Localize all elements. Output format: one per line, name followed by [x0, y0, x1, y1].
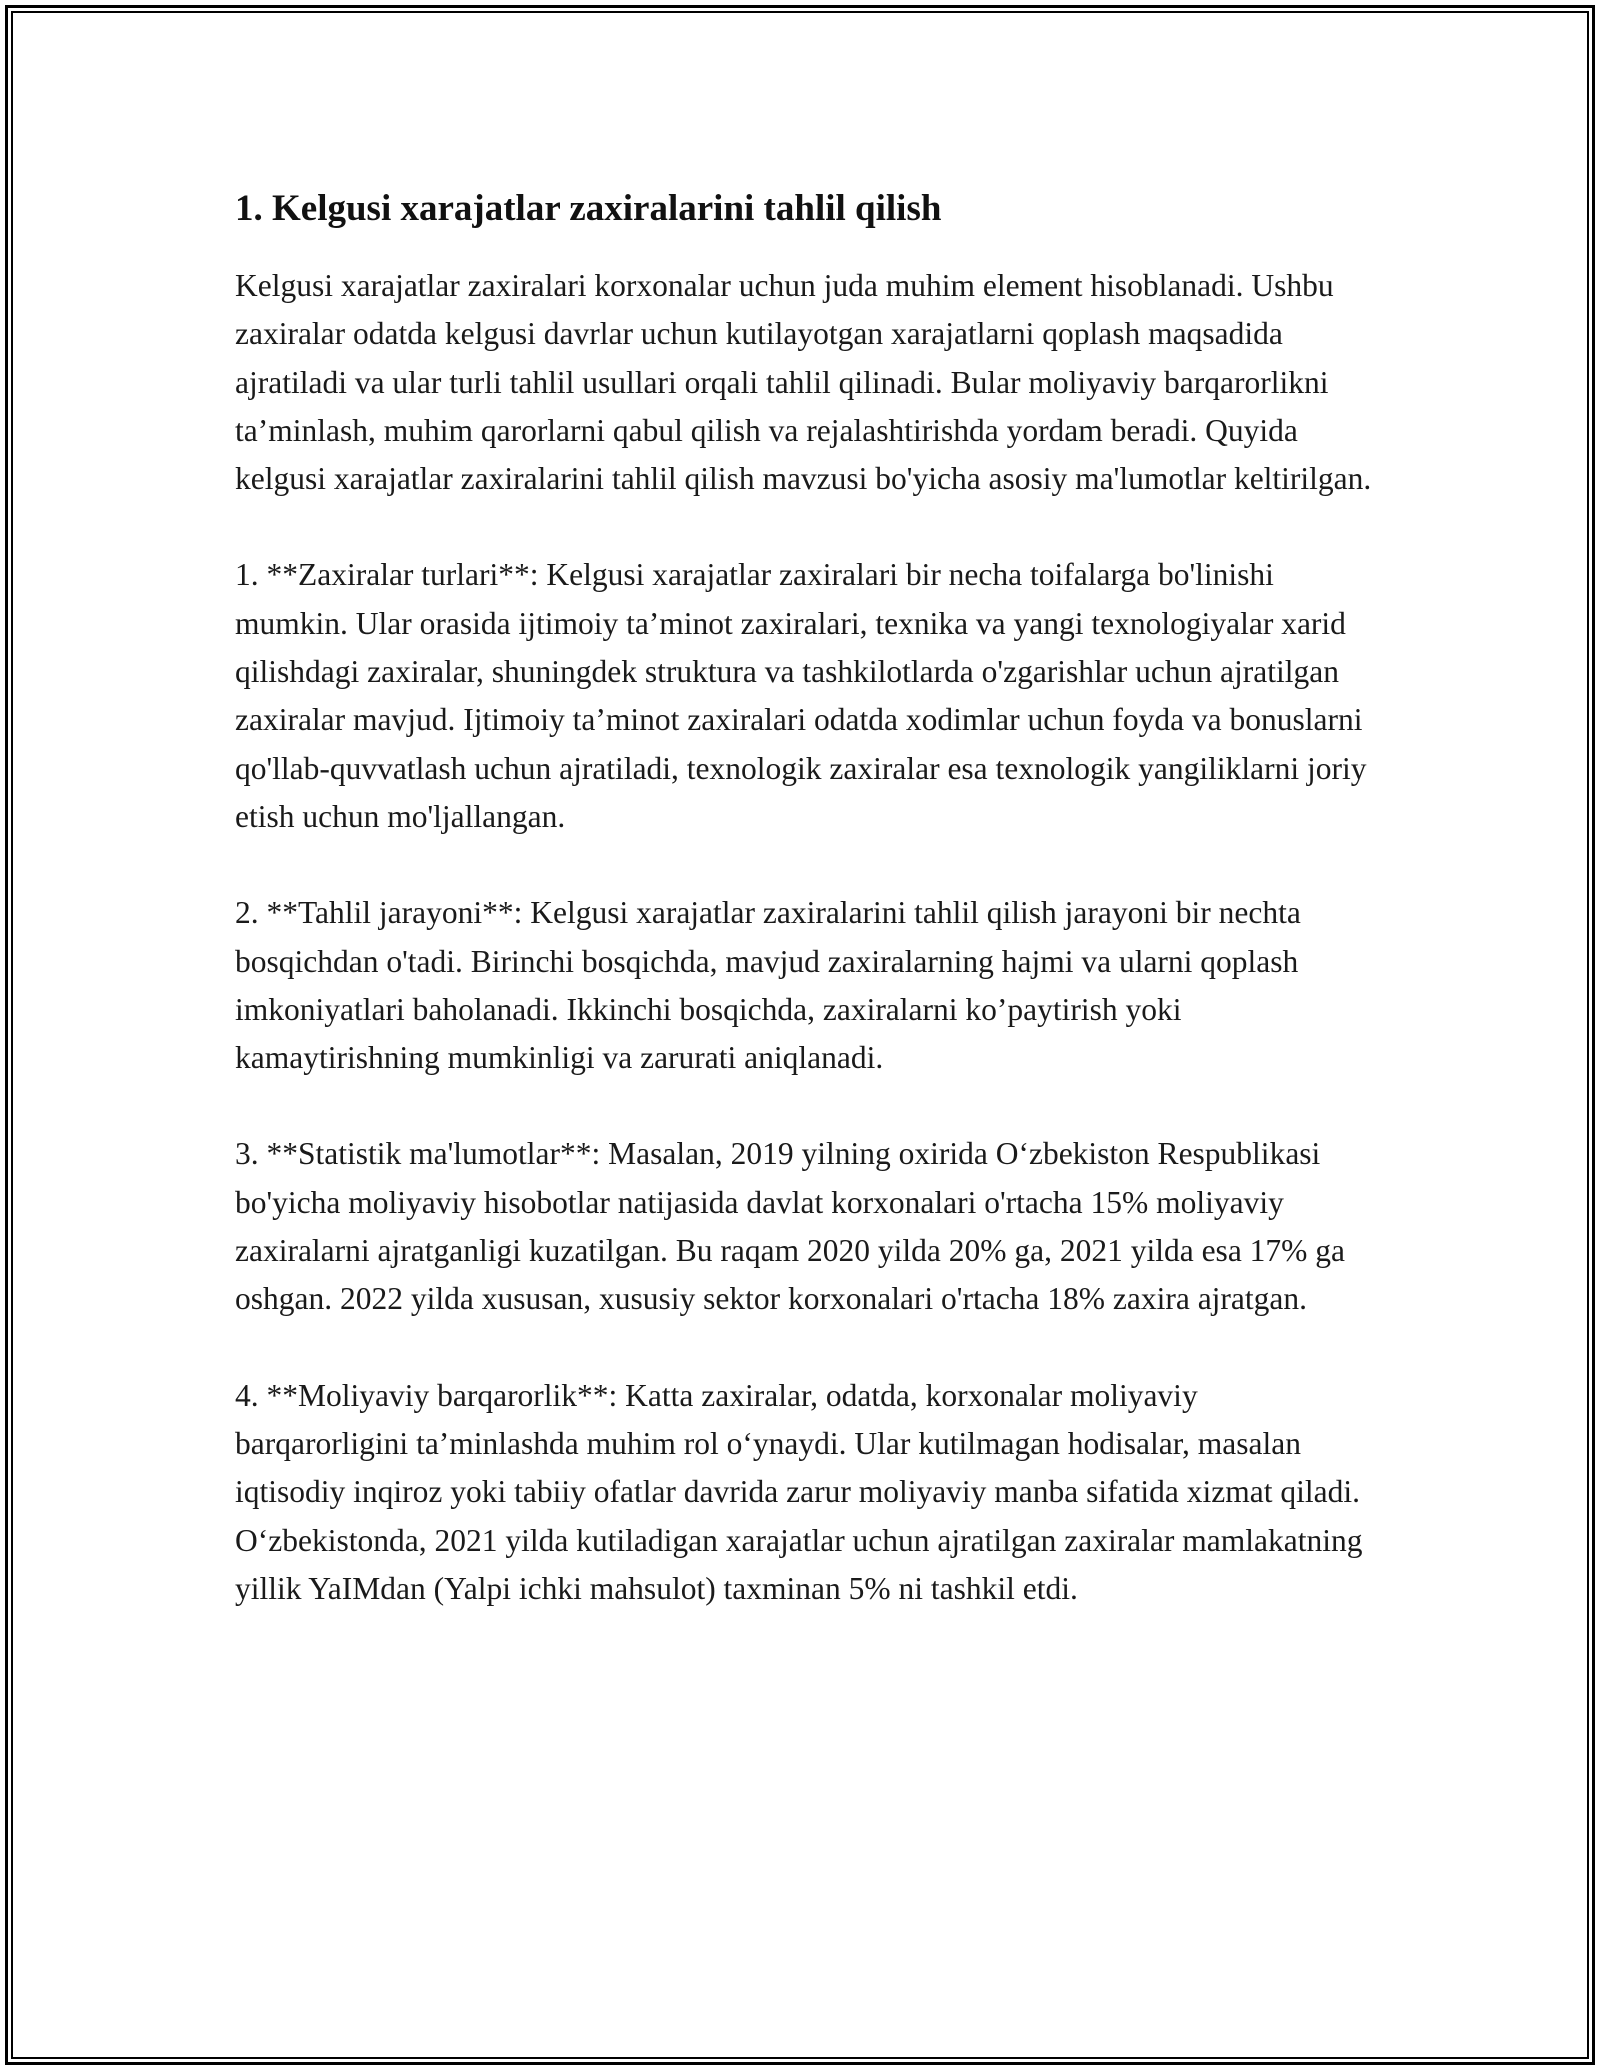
paragraph-zaxiralar-turlari: 1. **Zaxiralar turlari**: Kelgusi xarajatlar zaxiralari bir necha toifalarga bo'linishi mumkin. Ular orasida ijtimoiy ta’minot zaxiralari, texnika va yangi texnologiyalar xarid qilishdagi zaxiralar, shuningdek struktura va tashkilotlarda o'zgarishlar uchun ajratilgan zaxiralar mavjud. Ijtimoiy ta’minot zaxiralari odatda xodimlar uchun foyda va bonuslarni qo'llab-quvvatlash uchun ajratiladi, texnologik zaxiralar esa texnologik yangiliklarni joriy etish uchun mo'ljallangan. [235, 557, 1367, 834]
document-body [235, 186, 1375, 1661]
paragraph-tahlil-jarayoni: 2. **Tahlil jarayoni**: Kelgusi xarajatlar zaxiralarini tahlil qilish jarayoni bir nechta bosqichdan o'tadi. Birinchi bosqichda, mavjud zaxiralarning hajmi va ularni qoplash imkoniyatlari baholanadi. Ikkinchi bosqichda, zaxiralarni ko’paytirish yoki kamaytirishning mumkinligi va zarurati aniqlanadi. [235, 895, 1301, 1076]
intro-paragraph: Kelgusi xarajatlar zaxiralari korxonalar uchun juda muhim element hisoblanadi. Ushbu zaxiralar odatda kelgusi davrlar uchun kutilayotgan xarajatlarni qoplash maqsadida ajratiladi va ular turli tahlil usullari orqali tahlil qilinadi. Bular moliyaviy barqarorlikni ta’minlash, muhim qarorlarni qabul qilish va rejalashtirishda yordam beradi. Quyida kelgusi xarajatlar zaxiralarini tahlil qilish mavzusi bo'yicha asosiy ma'lumotlar keltirilgan. [235, 268, 1372, 497]
section-heading: 1. Kelgusi xarajatlar zaxiralarini tahlil qilish [235, 188, 942, 229]
paragraph-moliyaviy-barqarorlik: 4. **Moliyaviy barqarorlik**: Katta zaxiralar, odatda, korxonalar moliyaviy barqarorligini ta’minlashda muhim rol o‘ynaydi. Ular kutilmagan hodisalar, masalan iqtisodiy inqiroz yoki tabiiy ofatlar davrida zarur moliyaviy manba sifatida xizmat qiladi. O‘zbekistonda, 2021 yilda kutiladigan xarajatlar uchun ajratilgan zaxiralar mamlakatning yillik YaIMdan (Yalpi ichki mahsulot) taxminan 5% ni tashkil etdi. [235, 1377, 1363, 1606]
paragraph-statistik-malumotlar: 3. **Statistik ma'lumotlar**: Masalan, 2019 yilning oxirida O‘zbekiston Respublikasi bo'yicha moliyaviy hisobotlar natijasida davlat korxonalari o'rtacha 15% moliyaviy zaxiralarni ajratganligi kuzatilgan. Bu raqam 2020 yilda 20% ga, 2021 yilda esa 17% ga oshgan. 2022 yilda xususan, xususiy sektor korxonalari o'rtacha 18% zaxira ajratgan. [235, 1136, 1346, 1317]
